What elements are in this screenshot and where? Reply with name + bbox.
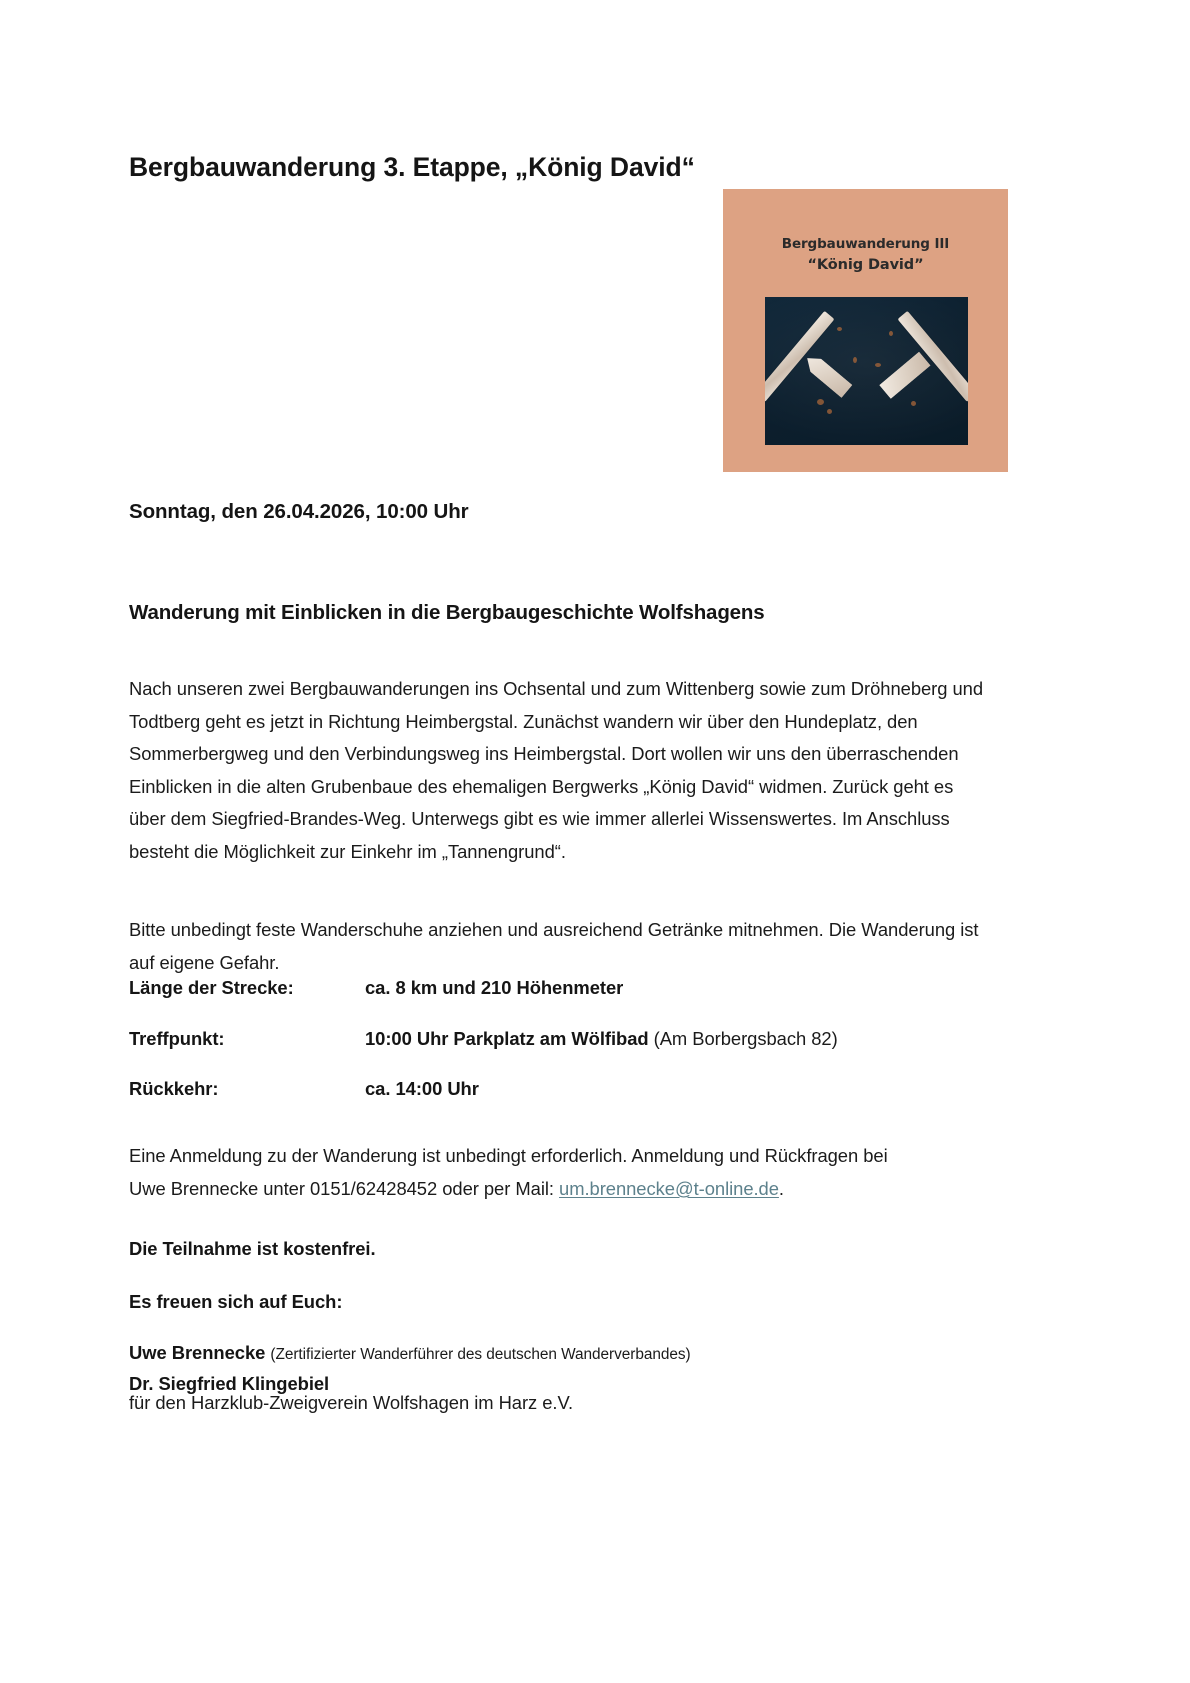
main-description-paragraph: Nach unseren zwei Bergbauwanderungen ins Ochsental und zum Wittenberg sowie zum Dröhneberg und Todtberg geht es jetzt in Richtung Heimbergstal. Zunächst wandern wir über den Hundeplatz, den Sommerbergweg und den Verbindungsweg ins Heimbergstal. Dort wollen wir uns den überraschenden Einblicken in die alten Grubenbaue des ehemaligen Bergwerks „König David“ widmen. Zurück geht es über dem Siegfried-Brandes-Weg. Unterwegs gibt es wie immer allerlei Wissenswertes. Im Anschluss besteht die Möglichkeit zur Einkehr im „Tannengrund“. (129, 678, 984, 862)
detail-label-meeting-point: Treffpunkt: (129, 1028, 225, 1049)
detail-value-return-time: ca. 14:00 Uhr (365, 1078, 479, 1099)
registration-paragraph (129, 1140, 929, 1205)
organisation-line: für den Harzklub-Zweigverein Wolfshagen im Harz e.V. (129, 1392, 574, 1413)
mining-hammers-photo (765, 297, 968, 445)
signatory-two-name: Dr. Siegfried Klingebiel (129, 1373, 330, 1394)
registration-text-after-link: . (778, 1177, 784, 1199)
free-participation-notice: Die Teilnahme ist kostenfrei. (129, 1238, 376, 1259)
detail-row-distance (129, 975, 1009, 1001)
email-link[interactable]: um.brennecke@t-online.de (559, 1177, 779, 1199)
poster-caption-line1: Bergbauwanderung III (781, 236, 950, 252)
signatory-one (129, 1338, 691, 1369)
section-heading: Wanderung mit Einblicken in die Bergbaugeschichte Wolfshagens (129, 601, 765, 624)
registration-text-before-link: Eine Anmeldung zu der Wanderung ist unbedingt erforderlich. Anmeldung und Rückfragen bei Uwe Brennecke unter 0151/62428452 oder per Mail: (129, 1145, 888, 1199)
signatory-one-name: Uwe Brennecke (129, 1342, 266, 1363)
detail-value-meeting-point: 10:00 Uhr Parkplatz am Wölfibad (365, 1028, 649, 1049)
eisen-icon (765, 297, 968, 445)
signatory-one-qualification: (Zertifizierter Wanderführer des deutschen Wanderverbandes) (270, 1346, 691, 1363)
signature-block (129, 1338, 691, 1398)
poster-caption (723, 235, 1008, 276)
detail-row-return-time (129, 1076, 1009, 1102)
detail-row-meeting-point (129, 1026, 1009, 1052)
equipment-notice-paragraph: Bitte unbedingt feste Wanderschuhe anziehen und ausreichend Getränke mitnehmen. Die Wanderung ist auf eigene Gefahr. (129, 919, 979, 973)
detail-label-return-time: Rückkehr: (129, 1078, 219, 1099)
detail-label-distance: Länge der Strecke: (129, 977, 294, 998)
detail-value-distance: ca. 8 km und 210 Höhenmeter (365, 977, 624, 998)
looking-forward-notice: Es freuen sich auf Euch: (129, 1291, 343, 1312)
event-date: Sonntag, den 26.04.2026, 10:00 Uhr (129, 500, 469, 523)
poster-image (723, 189, 1008, 472)
page-title: Bergbauwanderung 3. Etappe, „König David“ (129, 151, 695, 182)
poster-caption-line2: “König David” (807, 256, 924, 273)
detail-extra-meeting-address: (Am Borbergsbach 82) (648, 1028, 838, 1049)
